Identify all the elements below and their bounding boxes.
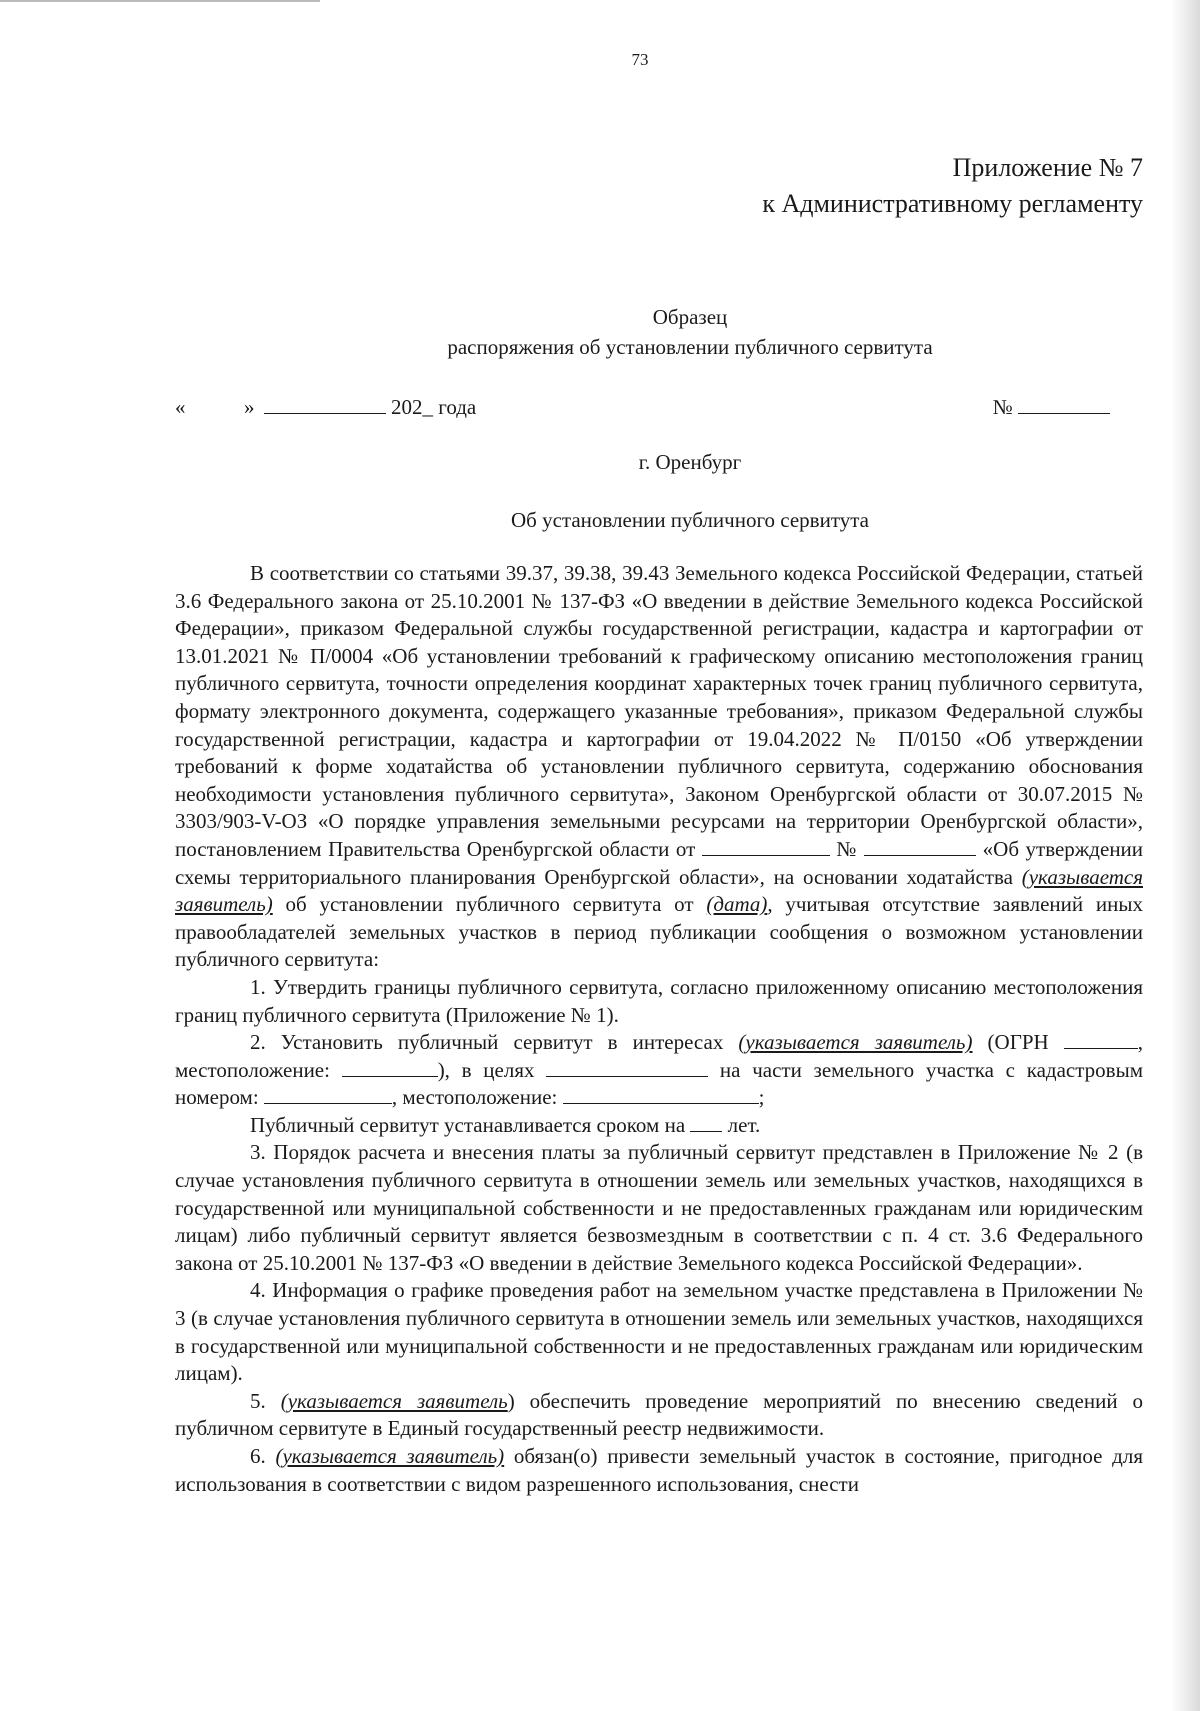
sample-title-block <box>0 302 1200 362</box>
item-5-number: 5. <box>250 1388 266 1413</box>
item-2-text-a: 2. Установить публичный сервитут в интересах <box>250 1030 724 1055</box>
number-blank <box>1018 395 1110 414</box>
item-6-text: обязан(о) привести земельный участок в состояние, пригодное для использования в соответствии с видом разрешенного использования, снести <box>175 1444 1144 1496</box>
month-blank <box>264 395 386 414</box>
appendix-number: Приложение № 7 <box>952 153 1143 182</box>
item-6-number: 6. <box>250 1444 266 1468</box>
date-year: 202_ года <box>391 395 477 419</box>
term-text-b: лет. <box>727 1112 761 1137</box>
intro-text-e: , учитывая отсутствие заявлений иных правообладателей земельных участков в период публикации сообщения о возможном установлении публичного сервитута: <box>175 892 1143 972</box>
item-2-end: ; <box>758 1085 765 1110</box>
scan-edge-top <box>0 0 320 2</box>
cadastral-number-blank <box>264 1086 392 1104</box>
ogrn-blank <box>1064 1031 1138 1049</box>
item-5-text: ) обеспечить проведение мероприятий по внесению сведений о публичном сервитуте в Единый государственный реестр недвижимости. <box>175 1388 1144 1441</box>
number-label: № <box>992 395 1013 419</box>
document-number-line <box>993 395 1110 420</box>
item-6 <box>175 1443 1143 1498</box>
intro-paragraph <box>175 560 1143 974</box>
item-5-applicant: (указывается заявитель <box>280 1388 508 1413</box>
intro-applicant: (указывается заявитель) <box>175 864 1144 917</box>
item-2 <box>175 1029 1143 1112</box>
sample-title: Образец <box>652 305 728 329</box>
scan-edge-right <box>1170 0 1200 1711</box>
date-close-quote: » <box>244 395 255 419</box>
item-2-location2-label: , местоположение: <box>391 1085 558 1110</box>
date-open-quote: « <box>175 395 186 419</box>
location2-blank <box>563 1086 759 1104</box>
decree-date-blank <box>702 838 830 856</box>
item-3: 3. Порядок расчета и внесения платы за публичный сервитут представлен в Приложение № 2 (в случае установления публичного сервитута в отношении земель или земельных участков, находящихся в государственной или муниципальной собственности и не предоставленных гражданам или юридическим лицам) либо публичный сервитут является безвозмездным в соответствии с п. 4 ст. 3.6 Федерального закона от 25.10.2001 № 137-ФЗ «О введении в действие Земельного кодекса Российской Федерации». <box>175 1140 1143 1275</box>
item-2-ogrn-label: (ОГРН <box>987 1030 1049 1055</box>
date-line <box>175 395 476 420</box>
intro-text-a: В соответствии со статьями 39.37, 39.38, 39.43 Земельного кодекса Российской Федерации, статьей 3.6 Федерального закона от 25.10.2001 № 137-ФЗ «О введении в действие Земельного кодекса Российской Федерации», приказом Федеральной службы государственной регистрации, кадастра и картографии от 13.01.2021 № П/0004 «Об установлении требований к графическому описанию местоположения границ публичного сервитута, точности определения координат характерных точек границ публичного сервитута, формату электронного документа, содержащего указанные требования», приказом Федеральной службы государственной регистрации, кадастра и картографии от 19.04.2022 № П/0150 «Об утверждении требований к форме ходатайства об установлении публичного сервитута, содержанию обоснования необходимости установления публичного сервитута», Законом Оренбургской области от 30.07.2015 № 3303/903-V-ОЗ «О порядке управления земельными ресурсами на территории Оренбургской области», постановлением Правительства Оренбургской области от <box>175 561 1143 861</box>
appendix-header <box>762 150 1143 222</box>
intro-date-placeholder: (дата) <box>706 892 768 917</box>
intro-text-c: «Об утверждении схемы территориального планирования Оренбургской области», на основании ходатайства <box>175 836 1144 889</box>
item-5 <box>175 1388 1143 1443</box>
item-6-applicant: (указывается заявитель) <box>275 1444 505 1468</box>
page-number: 73 <box>631 50 649 69</box>
appendix-reference: к Административному регламенту <box>762 189 1143 218</box>
item-2-applicant: (указывается заявитель) <box>738 1030 973 1055</box>
document-body <box>175 560 1143 1498</box>
location-blank <box>342 1059 438 1077</box>
document-heading: Об установлении публичного сервитута <box>510 508 869 532</box>
item-1: 1. Утвердить границы публичного сервитута, согласно приложенному описанию местоположения границ публичного сервитута (Приложение № 1). <box>175 974 1143 1027</box>
item-2-location-label: , местоположение: <box>175 1030 1144 1082</box>
sample-subtitle: распоряжения об установлении публичного сервитута <box>447 335 933 359</box>
intro-number-sign: № <box>836 836 858 861</box>
term-years-blank <box>690 1114 722 1132</box>
decree-number-blank <box>864 838 976 856</box>
purpose-blank <box>546 1059 708 1077</box>
term-paragraph <box>175 1112 1143 1140</box>
city: г. Оренбург <box>638 450 742 474</box>
item-2-cadastral-label: на части земельного участка с кадастровым номером: <box>175 1057 1143 1110</box>
intro-text-d: об установлении публичного сервитута от <box>285 892 694 917</box>
item-4: 4. Информация о графике проведения работ на земельном участке представлена в Приложении № 3 (в случае установления публичного сервитута в отношении земель или земельных участков, находящихся в государственной или муниципальной собственности и не предоставленных гражданам или юридическим лицам). <box>175 1278 1143 1386</box>
item-2-purpose-label: ), в целях <box>437 1057 535 1082</box>
term-text-a: Публичный сервитут устанавливается сроком на <box>250 1112 686 1137</box>
